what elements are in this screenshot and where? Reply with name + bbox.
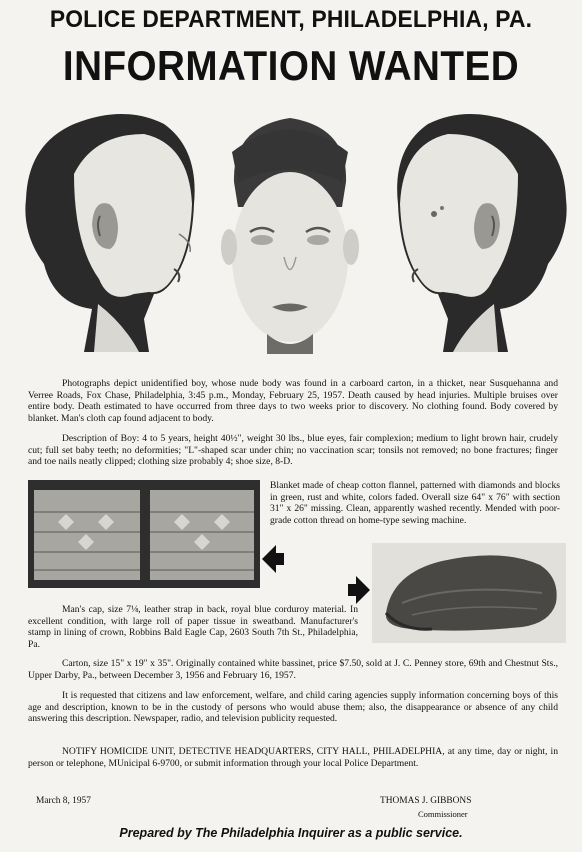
carton-paragraph: Carton, size 15" x 19" x 35". Originally contained white bassinet, price $7.50, sold at J. C. Penney store, 69th and Chestnut Sts., Upper Darby, Pa., between December 3, 1956 and February 16, 1957.: [28, 658, 558, 681]
arrow-right-icon: [348, 574, 370, 606]
boy-right-profile-photo: [386, 104, 578, 352]
header-information-wanted: INFORMATION WANTED: [62, 42, 520, 89]
intro-paragraph: Photographs depict unidentified boy, whose nude body was found in a carboard carton, in a thicket, near Susquehanna and Verree Roads, Fox Chase, Philadelphia, 3:45 p.m., Monday, February 25, 1957. Death caused by head injuries. Multiple bruises over entire body. Death estimated to have occurred from three days to two weeks prior to discovery. No clothing found. Body covered by blanket. Man's cloth cap found adjacent to body.: [28, 378, 558, 424]
boy-left-profile-photo: [14, 104, 204, 352]
signatory-name: THOMAS J. GIBBONS: [380, 796, 472, 806]
request-paragraph: It is requested that citizens and law enforcement, welfare, and child caring agencies supply information concerning boys of this age and description, known to be in the custody of persons who would abuse them; also, the disappearance or absence of any child answering this description. Newspaper, radio, and television publicity requested.: [28, 690, 558, 725]
arrow-left-icon: [262, 543, 284, 575]
blanket-paragraph: Blanket made of cheap cotton flannel, patterned with diamonds and blocks in green, rust and white, colors faded. Overall size 64" x 76" with section 31" x 26" missing. Clean, apparently washed recently. Mended with poor-grade cotton thread on home-type sewing machine.: [270, 480, 560, 526]
description-paragraph: Description of Boy: 4 to 5 years, height 40½", weight 30 lbs., blue eyes, fair complexion; medium to light brown hair, crudely cut; full set baby teeth; no deformities; "L"-shaped scar under chin; no vaccination scar; tonsils not removed; no bone fractures; finger and toe nails neatly clipped; clothing size probably 4; shoe size, 8-D.: [28, 433, 558, 468]
footer-credit: Prepared by The Philadelphia Inquirer as a public service.: [119, 826, 463, 840]
notify-paragraph: NOTIFY HOMICIDE UNIT, DETECTIVE HEADQUARTERS, CITY HALL, PHILADELPHIA, at any time, day or night, in person or telephone, MUnicipal 6-9700, or submit information through your local Police Department.: [28, 746, 558, 769]
cap-photo: [372, 543, 566, 643]
cap-paragraph: Man's cap, size 7⅛, leather strap in back, royal blue corduroy material. In excellent condition, with large roll of paper tissue in sweatband. Manufacturer's stamp in lining of crown, Robbins Bald Eagle Cap, 2603 South 7th St., Philadelphia, Pa.: [28, 604, 358, 650]
issue-date: March 8, 1957: [36, 796, 91, 806]
boy-front-photo: [212, 112, 368, 354]
header-department: POLICE DEPARTMENT, PHILADELPHIA, PA.: [49, 6, 533, 33]
blanket-photo: [28, 480, 260, 588]
signatory-title: Commissioner: [418, 809, 468, 819]
